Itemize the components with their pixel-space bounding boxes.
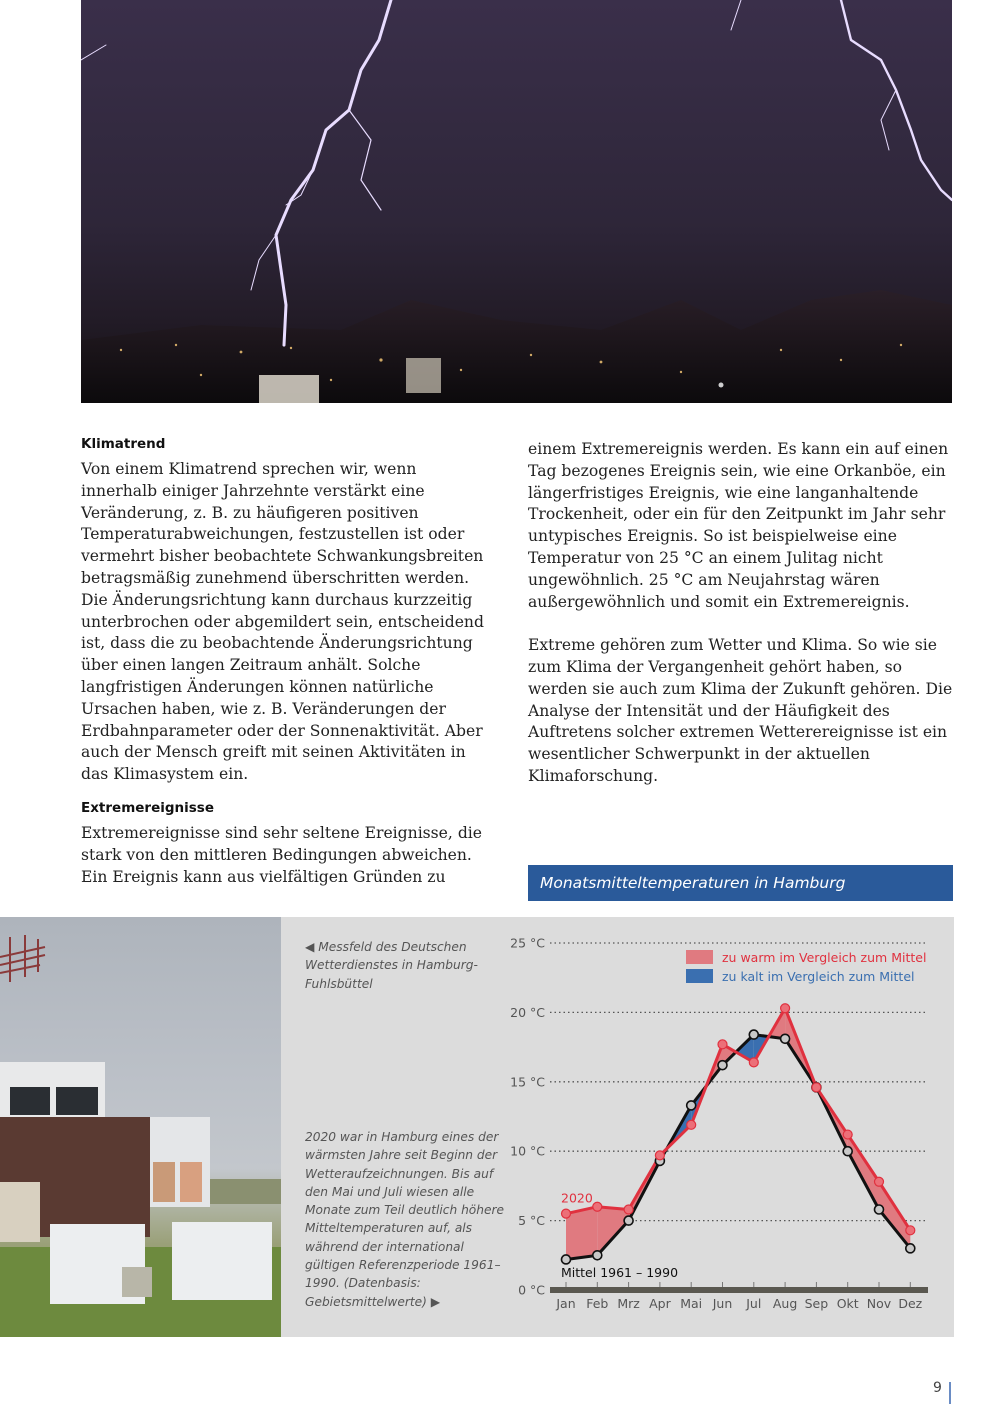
weather-station-photo [0, 917, 281, 1337]
photo-caption: ◀ Messfeld des Deutschen Wetterdienstes in Hamburg-Fuhlsbüttel [305, 940, 478, 991]
legend-label-warm: zu warm im Vergleich zum Mittel [722, 950, 927, 965]
line-2020 [566, 1008, 910, 1230]
page-number-marker [949, 1382, 951, 1404]
paragraph-klimatrend: Von einem Klimatrend sprechen wir, wenn innerhalb einiger Jahrzehnte verstärkt eine Veränderung, z. B. zu häufigeren positiven Temperaturabweichungen, festzustellen ist oder vermehrt bisher beobachtete Schwankungsbreiten betragsmäßig zunehmend überschritten werden. Die Änderungsrichtung kann durchaus kurzzeitig unterbrochen oder abgemildert sein, entscheidend ist, dass die zu beobachtende Änderungsrichtung über einen langen Zeitraum anhält. Solche langfristigen Änderungen können natürliche Ursachen haben, wie z. B. Veränderungen der Erdbahnparameter oder der Sonnenaktivität. Aber auch der Mensch greift mit seinen Aktivitäten in das Klimasystem ein. [81, 460, 484, 784]
data-point-mittel [843, 1147, 852, 1156]
legend-label-cold: zu kalt im Vergleich zum Mittel [722, 969, 915, 984]
y-tick-label: 5 °C [518, 1213, 545, 1229]
data-point-2020 [562, 1209, 571, 1218]
data-point-mittel [624, 1216, 633, 1225]
data-point-2020 [875, 1177, 884, 1186]
paragraph-klimaforschung: Extreme gehören zum Wetter und Klima. So wie sie zum Klima der Vergangenheit gehört haben, so werden sie auch zum Klima der Zukunft gehören. Die Analyse der Intensität und der Häufigkeit des Auftretens solcher extremen Wetterereignisse ist ein wesentlicher Schwerpunkt in der aktuellen Klimaforschung. [528, 636, 953, 785]
chart-caption: 2020 war in Hamburg eines der wärmsten Jahre seit Beginn der Wetteraufzeichnungen. Bis auf den Mai und Juli wiesen alle Monate zum Teil deutlich höhere Mitteltemperaturen auf, als während der international gültigen Referenzperiode 1961–1990. (Datenbasis: Gebietsmittelwerte) ▶ [305, 1130, 504, 1309]
hero-lightning-photo [81, 0, 952, 403]
label-2020: 2020 [561, 1190, 593, 1206]
x-tick-label: Feb [586, 1296, 609, 1311]
y-tick-label: 0 °C [518, 1282, 545, 1298]
x-tick-label: Nov [866, 1296, 892, 1311]
y-tick-label: 20 °C [510, 1004, 545, 1020]
x-tick-label: Jan [556, 1296, 576, 1311]
x-tick-label: Jul [746, 1296, 762, 1311]
temperature-chart [500, 917, 950, 1331]
paragraph-extremereignisse: Extremereignisse sind sehr seltene Ereignisse, die stark von den mittleren Bedingungen abweichen. Ein Ereignis kann aus vielfältigen Gründen zu [81, 823, 483, 886]
x-tick-label: Jun [712, 1296, 733, 1311]
data-point-mittel [875, 1205, 884, 1214]
y-tick-label: 25 °C [510, 935, 545, 951]
data-point-mittel [562, 1255, 571, 1264]
text-column-left [81, 436, 491, 888]
data-point-mittel [749, 1030, 758, 1039]
text-column-right [528, 439, 953, 788]
data-point-mittel [781, 1034, 790, 1043]
data-point-2020 [687, 1120, 696, 1129]
data-point-2020 [718, 1040, 727, 1049]
data-point-2020 [655, 1151, 664, 1160]
paragraph-extremereignis-beispiel: einem Extremereignis werden. Es kann ein auf einen Tag bezogenes Ereignis sein, wie eine Orkanböe, ein längerfristiges Ereignis, wie eine langanhaltende Trockenheit, oder ein für den Zeitpunkt im Jahr sehr untypisches Ereignis. So ist beispielweise eine Temperatur von 25 °C an einem Julitag nicht ungewöhnlich. 25 °C am Neujahrstag wären außergewöhnlich und somit ein Extremereignis. [528, 440, 949, 611]
data-point-mittel [687, 1101, 696, 1110]
data-point-2020 [593, 1202, 602, 1211]
heading-extremereignisse: Extremereignisse [81, 799, 214, 816]
y-tick-label: 15 °C [510, 1074, 545, 1090]
x-tick-label: Dez [898, 1296, 923, 1311]
x-tick-label: Aug [772, 1296, 798, 1311]
y-tick-label: 10 °C [510, 1143, 545, 1159]
data-point-2020 [624, 1205, 633, 1214]
data-point-2020 [812, 1083, 821, 1092]
data-point-mittel [718, 1061, 727, 1070]
page-number: 9 [933, 1380, 942, 1396]
data-point-2020 [843, 1130, 852, 1139]
data-point-2020 [906, 1226, 915, 1235]
x-tick-label: Sep [804, 1296, 829, 1311]
x-tick-label: Mai [680, 1296, 703, 1311]
data-point-2020 [749, 1058, 758, 1067]
data-point-mittel [906, 1244, 915, 1253]
heading-klimatrend: Klimatrend [81, 436, 166, 452]
figure-title-bar: Monatsmitteltemperaturen in Hamburg [528, 865, 953, 901]
label-mittel: Mittel 1961 – 1990 [561, 1265, 679, 1280]
x-tick-label: Mrz [617, 1296, 640, 1311]
data-point-mittel [593, 1251, 602, 1260]
legend-swatch-warm [686, 950, 713, 964]
x-axis [550, 1287, 928, 1293]
legend-swatch-cold [686, 969, 713, 983]
data-point-2020 [781, 1004, 790, 1013]
x-tick-label: Apr [649, 1296, 671, 1311]
x-tick-label: Okt [836, 1296, 859, 1311]
